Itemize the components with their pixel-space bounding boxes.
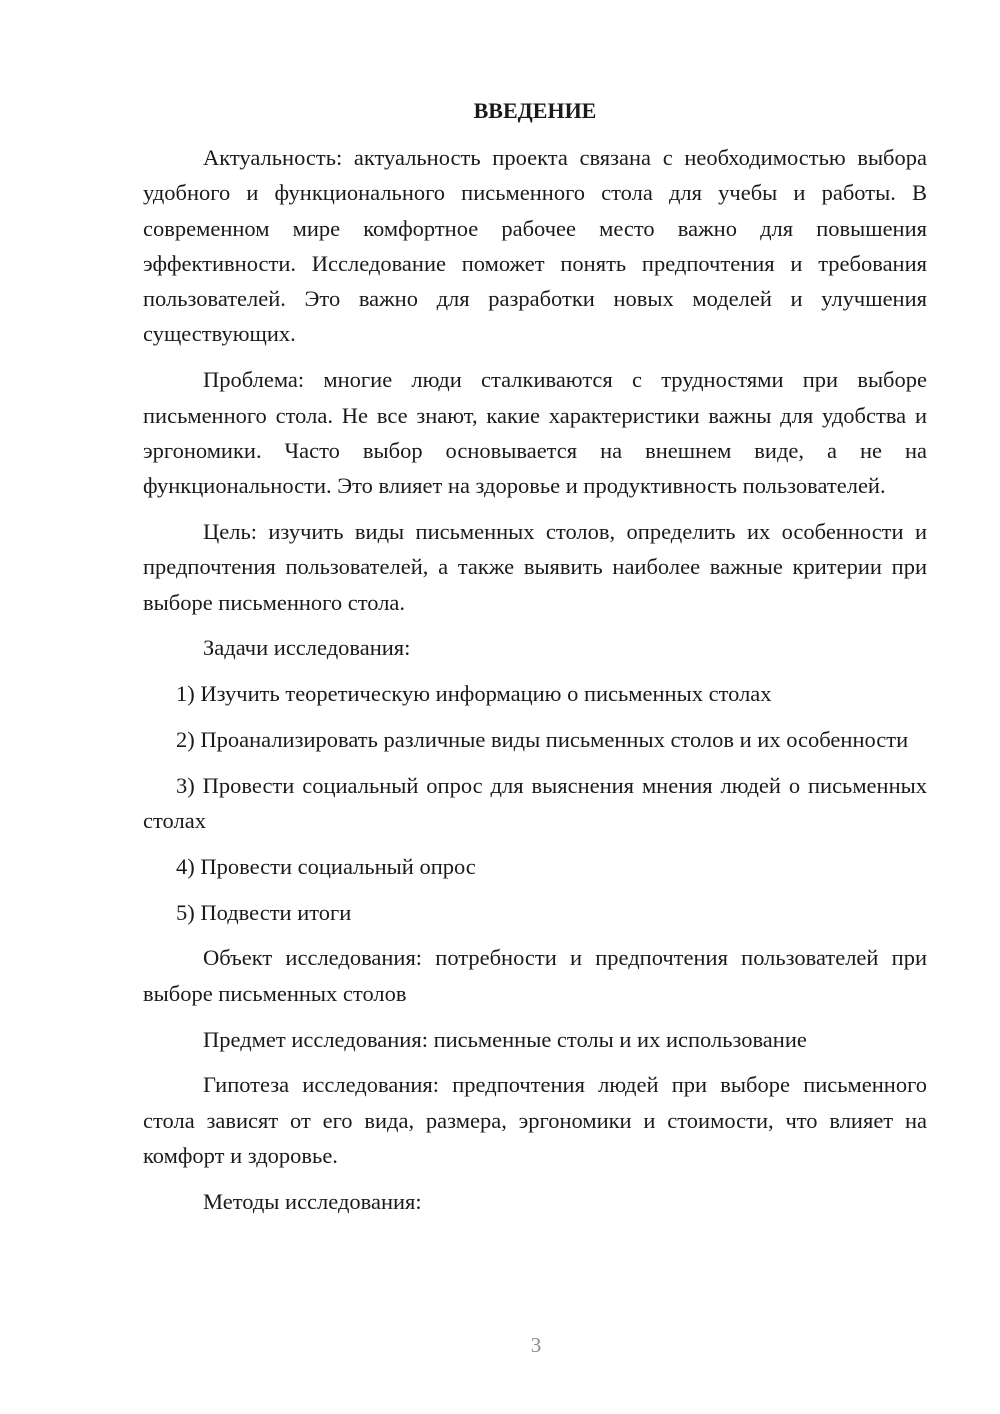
task-item-3: 3) Провести социальный опрос для выяснения мнения людей о письменных столах [143,772,927,834]
page-content [143,93,927,1230]
task-item-4: 4) Провести социальный опрос [176,853,476,879]
paragraph-goal: Цель: изучить виды письменных столов, определить их особенности и предпочтения пользователей, а также выявить наиболее важные критерии при выборе письменного стола. [143,518,927,615]
task-item-2: 2) Проанализировать различные виды письменных столов и их особенности [176,726,909,752]
paragraph-problem: Проблема: многие люди сталкиваются с трудностями при выборе письменного стола. Не все знают, какие характеристики важны для удобства и эргономики. Часто выбор основывается на внешнем виде, а не на функциональности. Это влияет на здоровье и продуктивность пользователей. [143,367,927,499]
paragraph-hypothesis: Гипотеза исследования: предпочтения людей при выборе письменного стола зависят от его вида, размера, эргономики и стоимости, что влияет на комфорт и здоровье. [143,1072,927,1168]
task-item-5: 5) Подвести итоги [176,899,352,925]
page-number: 3 [530,1333,542,1357]
paragraph-relevance: Актуальность: актуальность проекта связана с необходимостью выбора удобного и функционального письменного стола для учебы и работы. В современном мире комфортное рабочее место важно для повышения эффективности. Исследование поможет понять предпочтения и требования пользователей. Это важно для разработки новых моделей и улучшения существующих. [143,145,927,347]
paragraph-methods: Методы исследования: [203,1188,422,1214]
task-item-1: 1) Изучить теоретическую информацию о письменных столах [176,681,772,707]
paragraph-subject: Предмет исследования: письменные столы и их использование [203,1026,807,1052]
paragraph-object: Объект исследования: потребности и предпочтения пользователей при выборе письменных столов [143,945,927,1006]
page-title: ВВЕДЕНИЕ [473,98,597,123]
paragraph-tasks-heading: Задачи исследования: [203,635,411,661]
